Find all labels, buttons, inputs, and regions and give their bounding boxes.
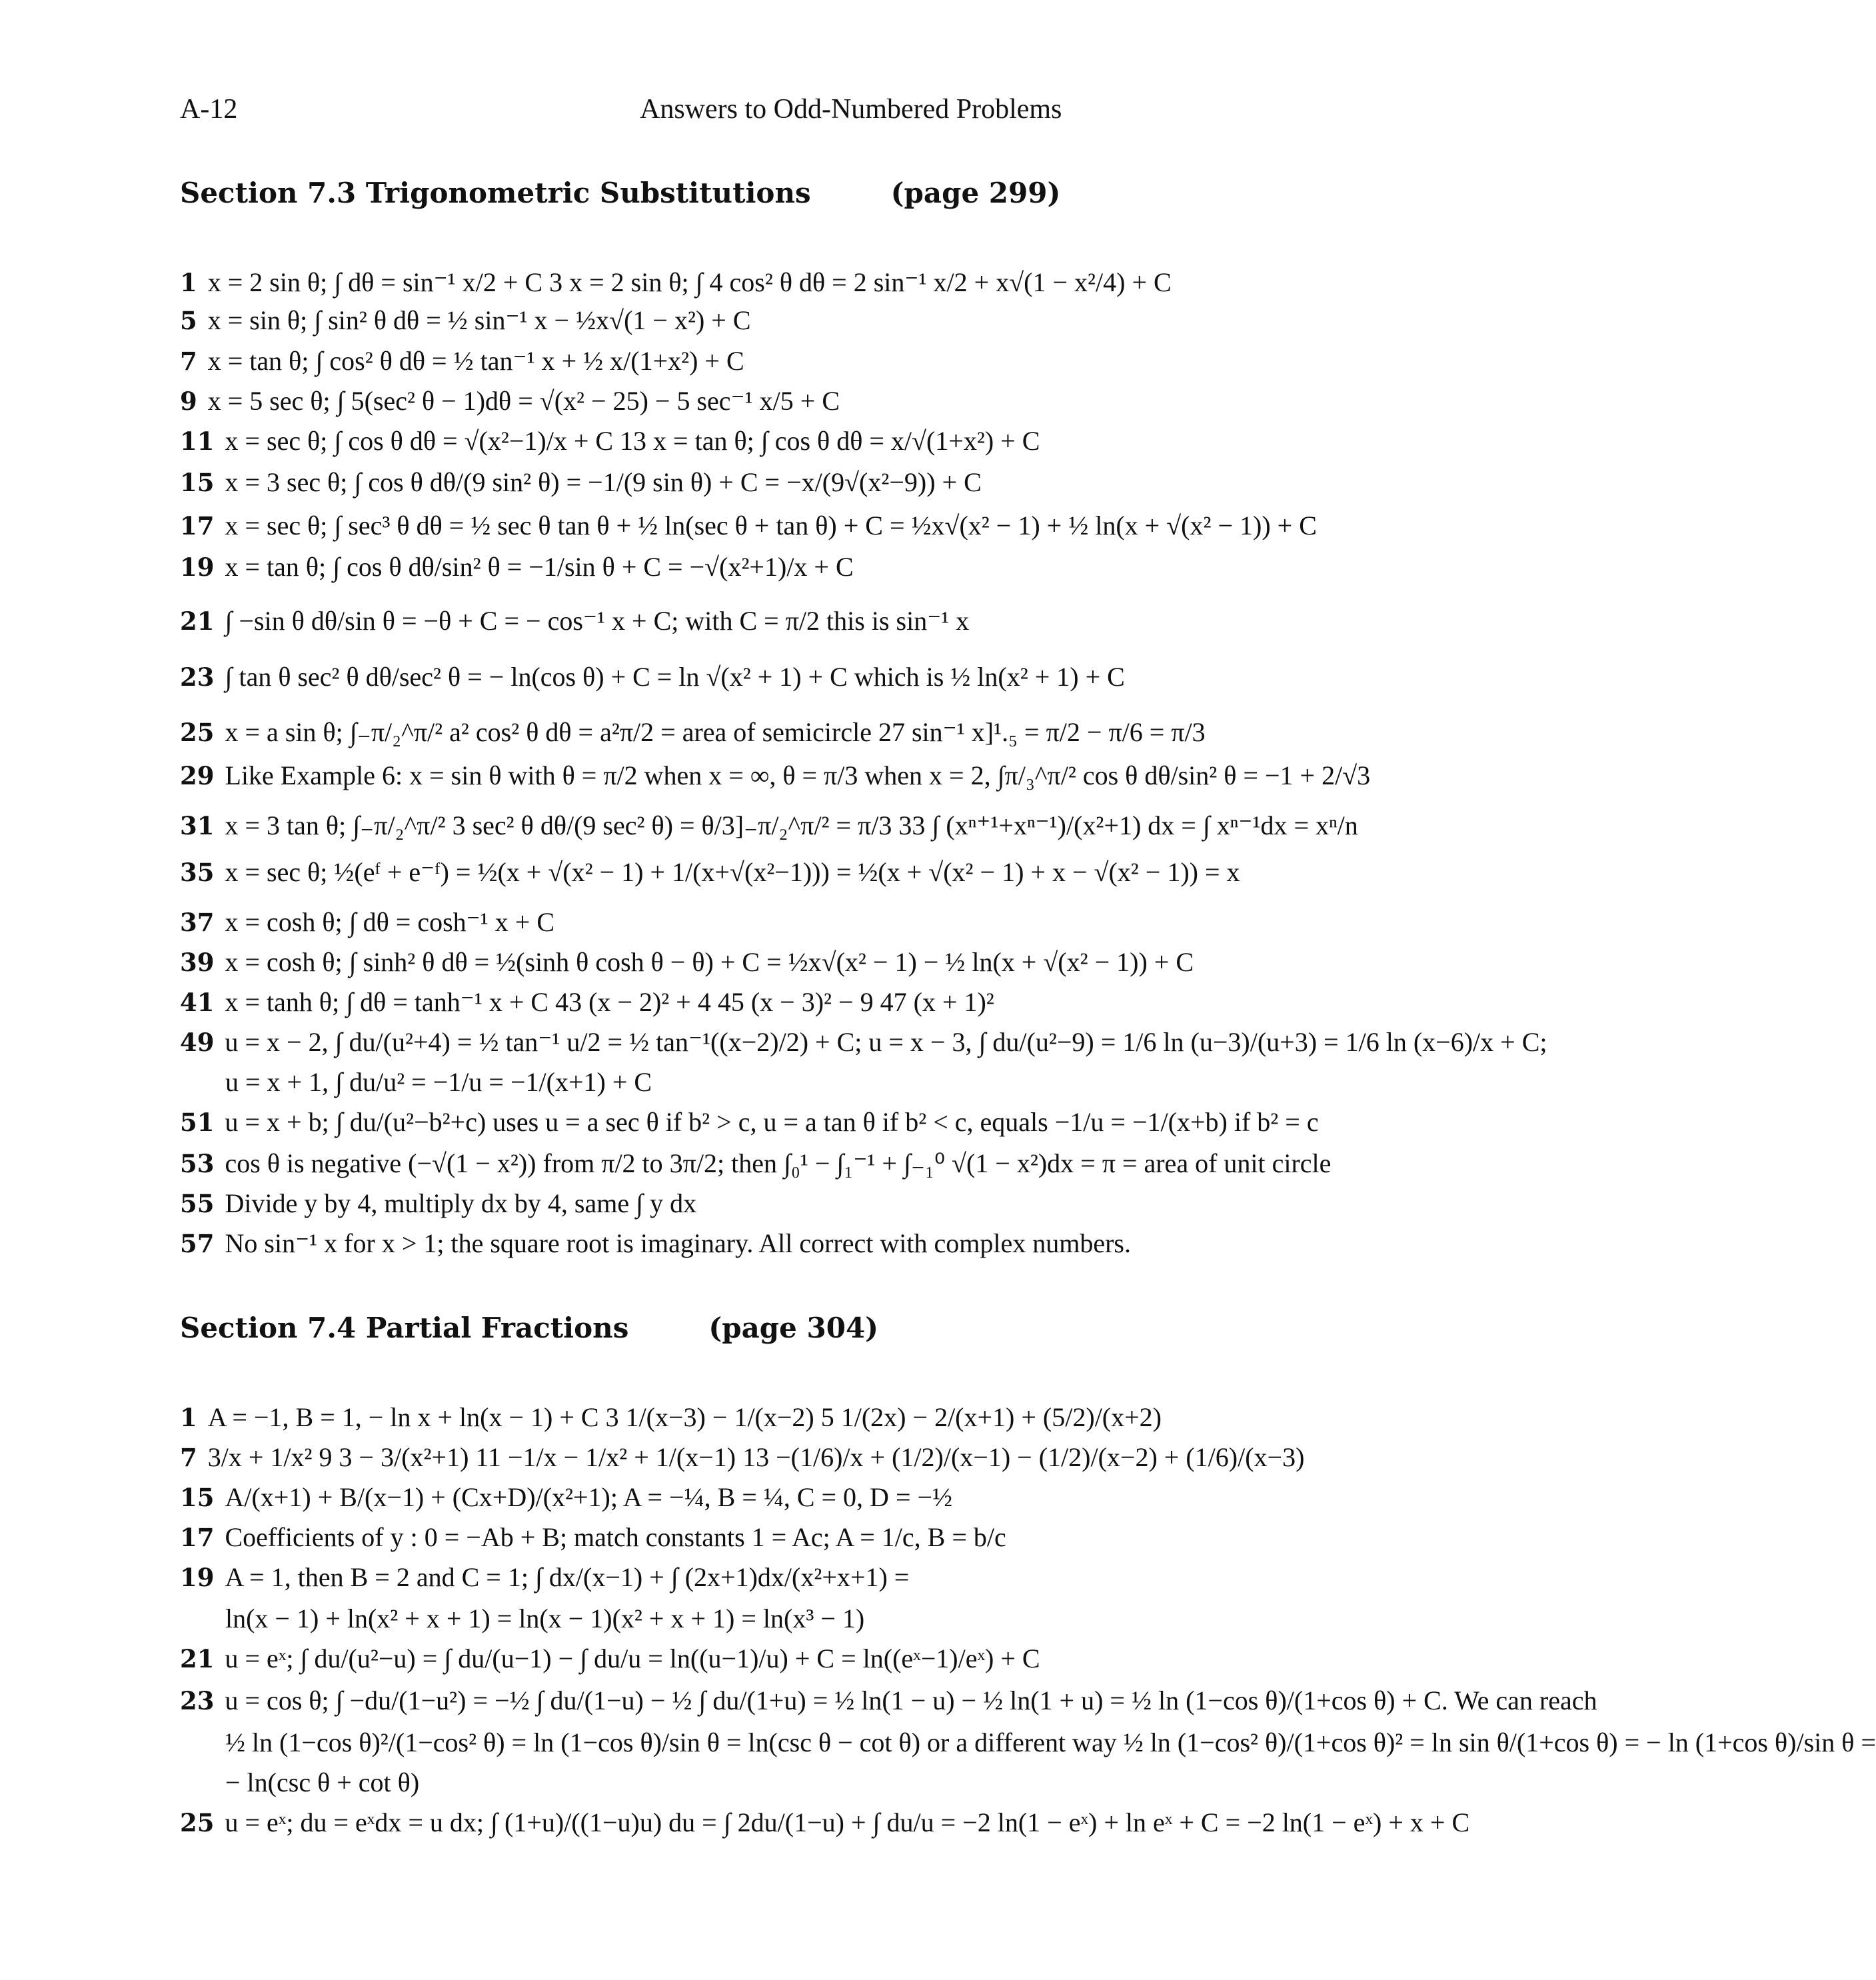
answer-item: 25 u = eˣ; du = eˣdx = u dx; ∫ (1+u)/((1−u)u) du = ∫ 2du/(1−u) + ∫ du/u = −2 ln(1 − eˣ) + ln eˣ + C = −2 ln(1 − eˣ) + x + C xyxy=(180,1807,1470,1837)
answer-item: 21 u = eˣ; ∫ du/(u²−u) = ∫ du/(u−1) − ∫ du/u = ln((u−1)/u) + C = ln((eˣ−1)/eˣ) + C xyxy=(180,1643,1040,1673)
answer-item: 17 Coefficients of y : 0 = −Ab + B; match constants 1 = Ac; A = 1/c, B = b/c xyxy=(180,1522,1006,1552)
answer-item: 19 x = tan θ; ∫ cos θ dθ/sin² θ = −1/sin θ + C = −√(x²+1)/x + C xyxy=(180,552,854,582)
answer-item: 23 u = cos θ; ∫ −du/(1−u²) = −½ ∫ du/(1−u) − ½ ∫ du/(1+u) = ½ ln(1 − u) − ½ ln(1 + u) = ½ ln (1−cos θ)/(1+cos θ) + C. We can reach xyxy=(180,1685,1597,1715)
section-page-ref: (page 299) xyxy=(890,177,1061,209)
answer-continuation: − ln(csc θ + cot θ) xyxy=(225,1767,420,1797)
answer-continuation: ½ ln (1−cos θ)²/(1−cos² θ) = ln (1−cos θ)/sin θ = ln(csc θ − cot θ) or a different way ½ ln (1−cos² θ)/(1+cos θ)² = ln sin θ/(1+cos θ) = − ln (1+cos θ)/sin θ = xyxy=(225,1727,1876,1757)
section-title: Section 7.3 Trigonometric Substitutions xyxy=(180,177,811,209)
section-heading xyxy=(180,1312,1546,1358)
answer-item: 15 x = 3 sec θ; ∫ cos θ dθ/(9 sin² θ) = −1/(9 sin θ) + C = −x/(9√(x²−9)) + C xyxy=(180,467,982,497)
section-heading xyxy=(180,177,1546,223)
answer-item: 57 No sin⁻¹ x for x > 1; the square root is imaginary. All correct with complex numbers. xyxy=(180,1228,1131,1258)
answer-item: 7 x = tan θ; ∫ cos² θ dθ = ½ tan⁻¹ x + ½ x/(1+x²) + C xyxy=(180,346,744,376)
running-title: Answers to Odd-Numbered Problems xyxy=(640,94,1062,125)
section-7-3 xyxy=(180,177,1547,1258)
answer-item: 35 x = sec θ; ½(eᶠ + e⁻ᶠ) = ½(x + √(x² − 1) + 1/(x+√(x²−1))) = ½(x + √(x² − 1) + x − √(x² − 1)) = x xyxy=(180,857,1240,887)
answer-item: 7 3/x + 1/x² 9 3 − 3/(x²+1) 11 −1/x − 1/x² + 1/(x−1) 13 −(1/6)/x + (1/2)/(x−1) − (1/2)/(x−2) + (1/6)/(x−3) xyxy=(180,1442,1305,1472)
answer-item: 1 x = 2 sin θ; ∫ dθ = sin⁻¹ x/2 + C 3 x = 2 sin θ; ∫ 4 cos² θ dθ = 2 sin⁻¹ x/2 + x√(1 − x²/4) + C xyxy=(180,267,1172,297)
answer-item: 9 x = 5 sec θ; ∫ 5(sec² θ − 1)dθ = √(x² − 25) − 5 sec⁻¹ x/5 + C xyxy=(180,386,840,416)
running-header xyxy=(180,93,1513,133)
answer-item: 39 x = cosh θ; ∫ sinh² θ dθ = ½(sinh θ cosh θ − θ) + C = ½x√(x² − 1) − ½ ln(x + √(x² − 1)) + C xyxy=(180,947,1194,977)
answer-item: 41 x = tanh θ; ∫ dθ = tanh⁻¹ x + C 43 (x − 2)² + 4 45 (x − 3)² − 9 47 (x + 1)² xyxy=(180,987,994,1017)
section-page-ref: (page 304) xyxy=(708,1312,879,1344)
answer-item: 31 x = 3 tan θ; ∫₋π/₂^π/² 3 sec² θ dθ/(9 sec² θ) = θ/3]₋π/₂^π/² = π/3 33 ∫ (xⁿ⁺¹+xⁿ⁻¹)/(x²+1) dx = ∫ xⁿ⁻¹dx = xⁿ/n xyxy=(180,810,1358,840)
answer-continuation: ln(x − 1) + ln(x² + x + 1) = ln(x − 1)(x² + x + 1) = ln(x³ − 1) xyxy=(225,1603,865,1633)
answer-item: 19 A = 1, then B = 2 and C = 1; ∫ dx/(x−1) + ∫ (2x+1)dx/(x²+x+1) = xyxy=(180,1562,910,1592)
answer-item: 53 cos θ is negative (−√(1 − x²)) from π/2 to 3π/2; then ∫₀¹ − ∫₁⁻¹ + ∫₋₁⁰ √(1 − x²)dx = π = area of unit circle xyxy=(180,1148,1332,1178)
answer-item: 23 ∫ tan θ sec² θ dθ/sec² θ = − ln(cos θ) + C = ln √(x² + 1) + C which is ½ ln(x² + 1) + C xyxy=(180,662,1125,692)
answer-continuation: u = x + 1, ∫ du/u² = −1/u = −1/(x+1) + C xyxy=(225,1067,652,1097)
section-title: Section 7.4 Partial Fractions xyxy=(180,1312,629,1344)
answer-item: 37 x = cosh θ; ∫ dθ = cosh⁻¹ x + C xyxy=(180,907,554,937)
answer-item: 25 x = a sin θ; ∫₋π/₂^π/² a² cos² θ dθ = a²π/2 = area of semicircle 27 sin⁻¹ x]¹.₅ = π/2 − π/6 = π/3 xyxy=(180,717,1206,747)
section-7-4 xyxy=(180,1312,1876,1837)
answer-item: 29 Like Example 6: x = sin θ with θ = π/2 when x = ∞, θ = π/3 when x = 2, ∫π/₃^π/² cos θ dθ/sin² θ = −1 + 2/√3 xyxy=(180,760,1371,790)
answer-item: 5 x = sin θ; ∫ sin² θ dθ = ½ sin⁻¹ x − ½x√(1 − x²) + C xyxy=(180,305,751,335)
page-number: A-12 xyxy=(180,94,238,125)
answer-item: 55 Divide y by 4, multiply dx by 4, same ∫ y dx xyxy=(180,1188,697,1218)
answer-item: 15 A/(x+1) + B/(x−1) + (Cx+D)/(x²+1); A = −¼, B = ¼, C = 0, D = −½ xyxy=(180,1482,953,1512)
answer-item: 51 u = x + b; ∫ du/(u²−b²+c) uses u = a sec θ if b² > c, u = a tan θ if b² < c, equals −1/u = −1/(x+b) if b² = c xyxy=(180,1107,1319,1137)
answer-item: 11 x = sec θ; ∫ cos θ dθ = √(x²−1)/x + C 13 x = tan θ; ∫ cos θ dθ = x/√(1+x²) + C xyxy=(180,426,1040,456)
answer-item: 49 u = x − 2, ∫ du/(u²+4) = ½ tan⁻¹ u/2 = ½ tan⁻¹((x−2)/2) + C; u = x − 3, ∫ du/(u²−9) = 1/6 ln (u−3)/(u+3) = 1/6 ln (x−6)/x + C; xyxy=(180,1027,1547,1057)
answer-item: 21 ∫ −sin θ dθ/sin θ = −θ + C = − cos⁻¹ x + C; with C = π/2 this is sin⁻¹ x xyxy=(180,606,970,636)
answer-item: 17 x = sec θ; ∫ sec³ θ dθ = ½ sec θ tan θ + ½ ln(sec θ + tan θ) + C = ½x√(x² − 1) + ½ ln(x + √(x² − 1)) + C xyxy=(180,510,1317,540)
answer-item: 1 A = −1, B = 1, − ln x + ln(x − 1) + C 3 1/(x−3) − 1/(x−2) 5 1/(2x) − 2/(x+1) + (5/2)/(x+2) xyxy=(180,1402,1162,1432)
